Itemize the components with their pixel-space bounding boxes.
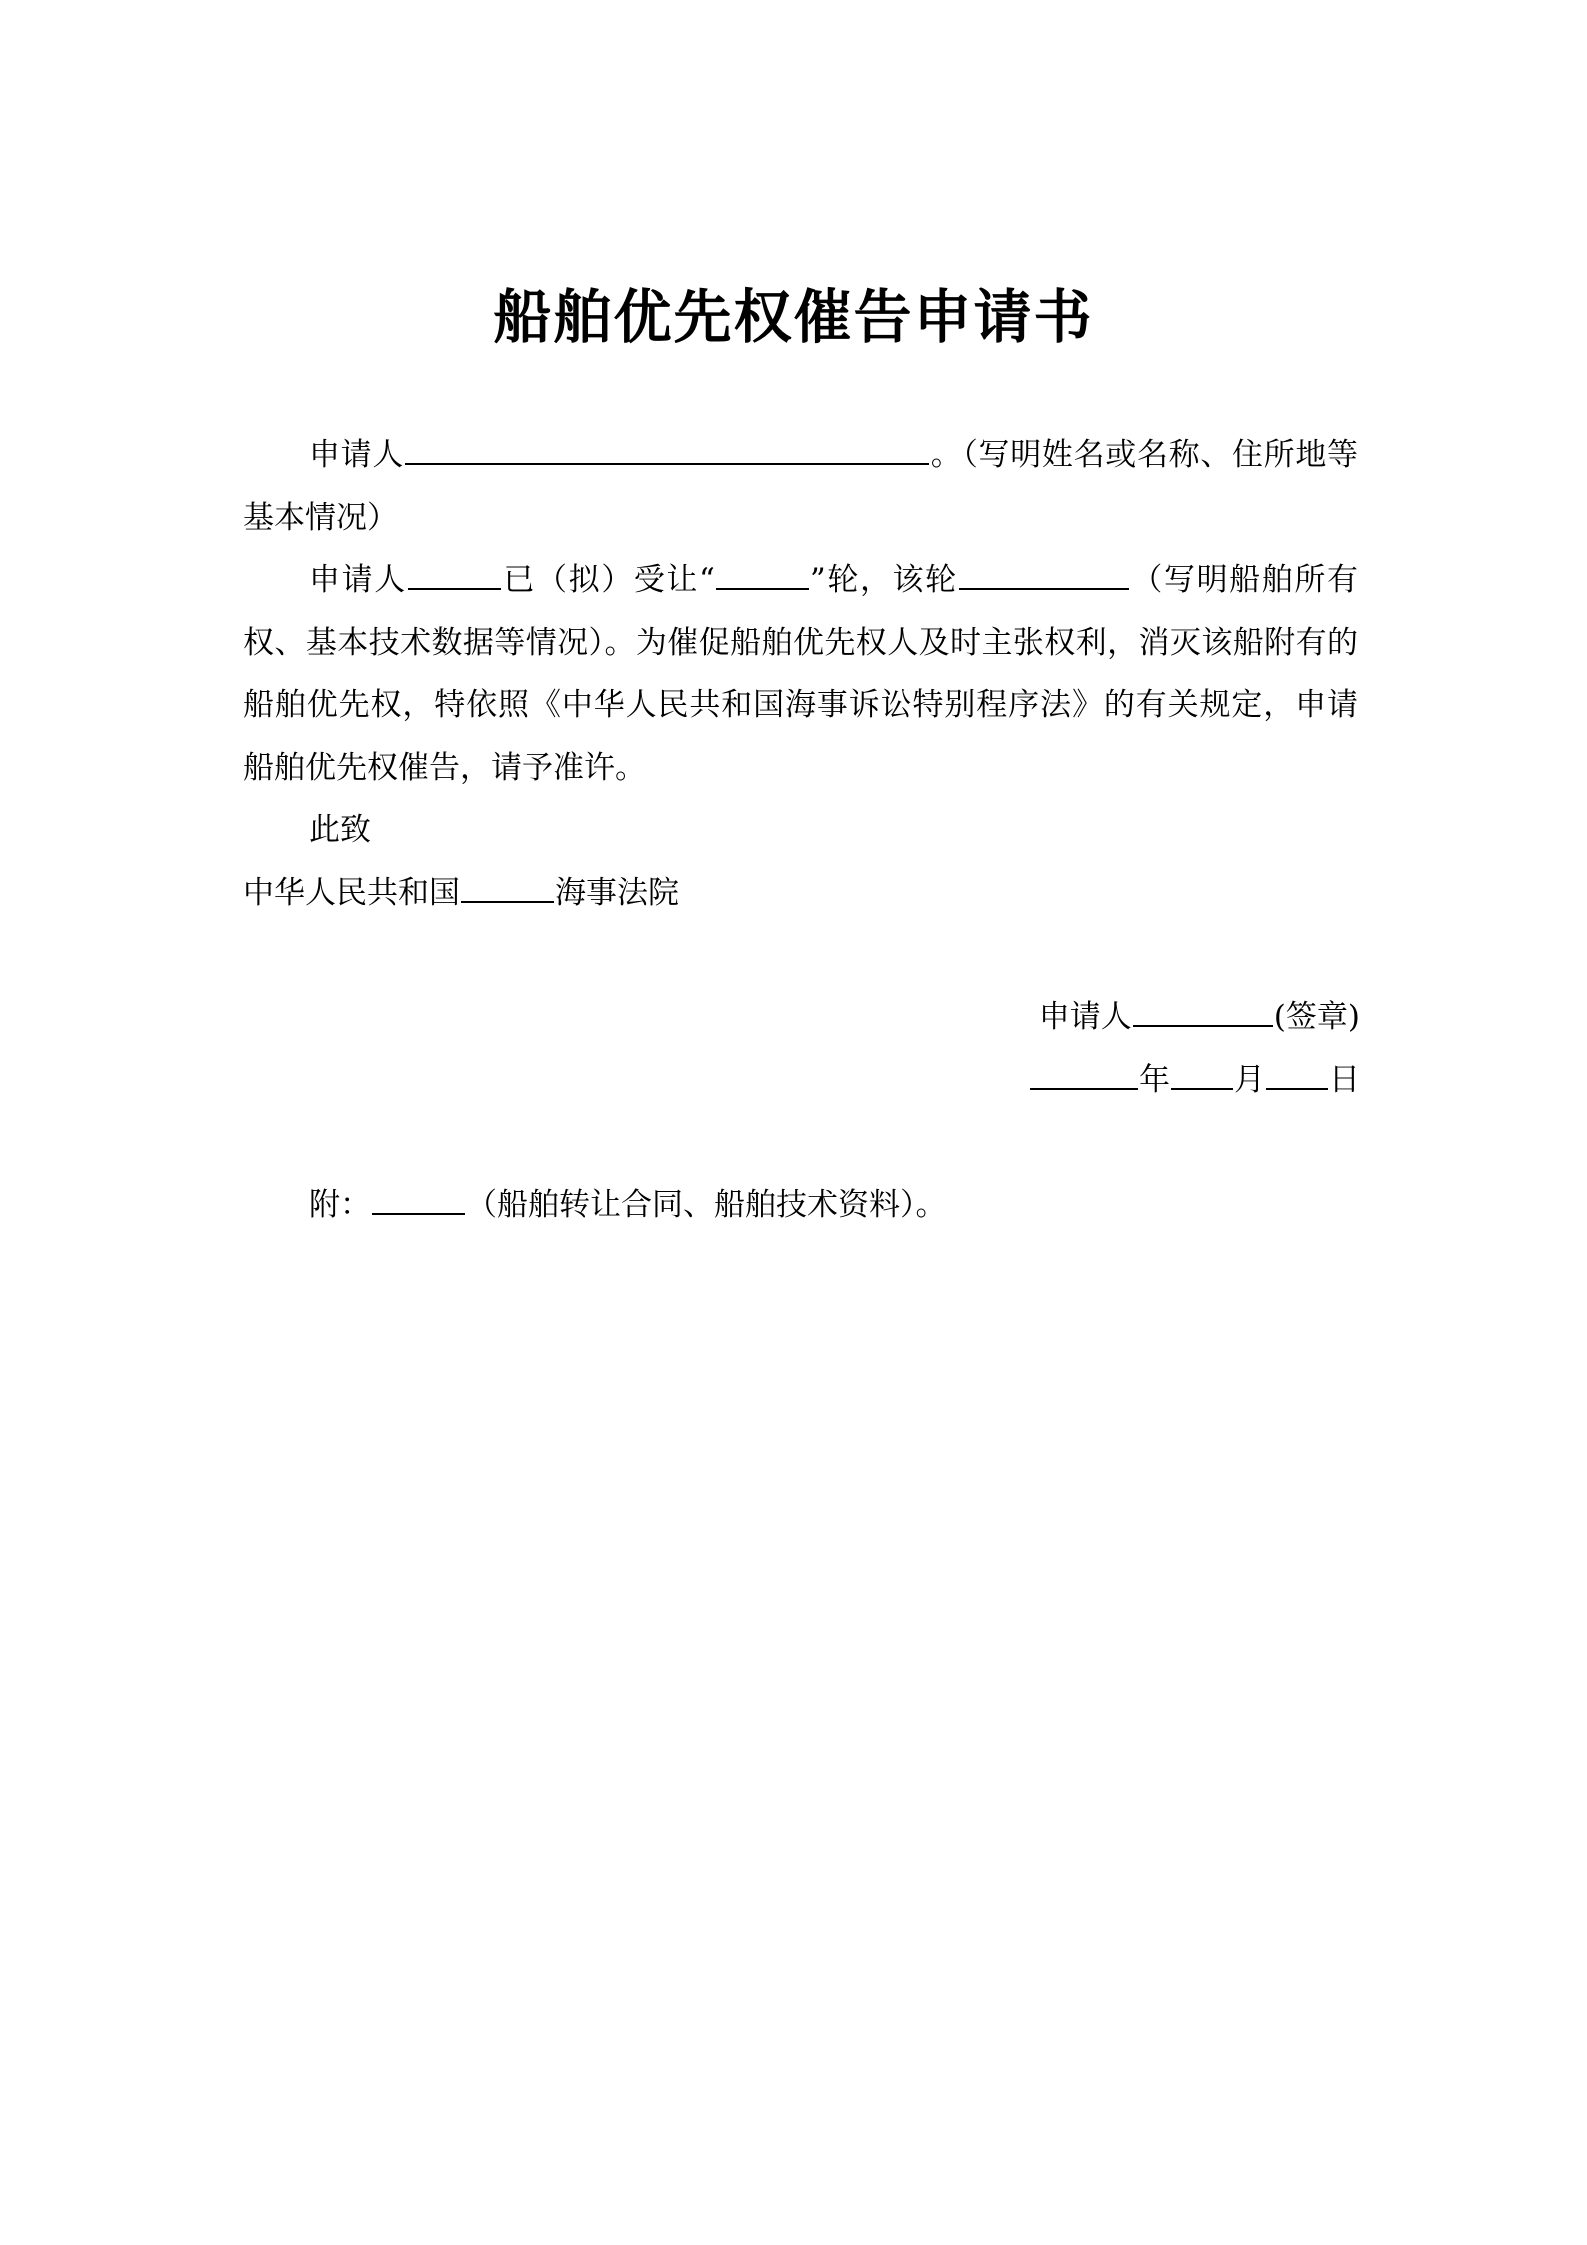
request-text-2: 已（拟）受让“ [501, 562, 715, 598]
applicant-signature-line [1020, 986, 1360, 1049]
signature-block [1020, 986, 1360, 1111]
signature-applicant-label: 申请人 [1038, 999, 1132, 1035]
request-paragraph [243, 549, 1358, 799]
recipient-suffix: 海事法院 [555, 874, 679, 911]
attachment-blank[interactable] [372, 1183, 465, 1215]
recipient-line [243, 862, 1358, 925]
seal-label: (签章) [1273, 999, 1360, 1035]
ship-details-blank[interactable] [959, 558, 1129, 590]
date-line [1020, 1049, 1360, 1112]
salutation: 此致 [309, 812, 371, 848]
year-blank[interactable] [1030, 1058, 1138, 1090]
applicant-info-paragraph [243, 424, 1358, 549]
signature-blank[interactable] [1133, 995, 1273, 1027]
year-label: 年 [1139, 1061, 1170, 1098]
applicant-name-blank[interactable] [408, 558, 501, 590]
request-text-4: （写明船舶所有权、基本技术数据等情况）。为催促船舶优先权人及时主张权利，消灭该船附有的船舶优先权，特依照《中华人民共和国海事诉讼特别程序法》的有关规定，申请船舶优先权催告，请予准许。 [243, 562, 1358, 786]
document-body [243, 424, 1358, 924]
attachment-prefix: 附： [309, 1187, 371, 1223]
request-text-1: 申请人 [309, 562, 407, 598]
document-title: 船舶优先权催告申请书 [493, 283, 1094, 351]
month-label: 月 [1234, 1061, 1265, 1098]
applicant-info-note: 。（写明姓名或名称、住所地等基本情况） [243, 437, 1359, 536]
day-label: 日 [1329, 1061, 1360, 1098]
day-blank[interactable] [1266, 1058, 1328, 1090]
applicant-info-blank[interactable] [405, 433, 929, 465]
attachment-note: （船舶转让合同、船舶技术资料）。 [466, 1187, 947, 1223]
attachment-line [309, 1174, 947, 1237]
applicant-label: 申请人 [309, 437, 405, 473]
recipient-prefix: 中华人民共和国 [243, 874, 460, 911]
court-location-blank[interactable] [461, 871, 554, 903]
ship-name-blank[interactable] [716, 558, 809, 590]
request-text-3: ”轮，该轮 [809, 562, 958, 598]
month-blank[interactable] [1171, 1058, 1233, 1090]
